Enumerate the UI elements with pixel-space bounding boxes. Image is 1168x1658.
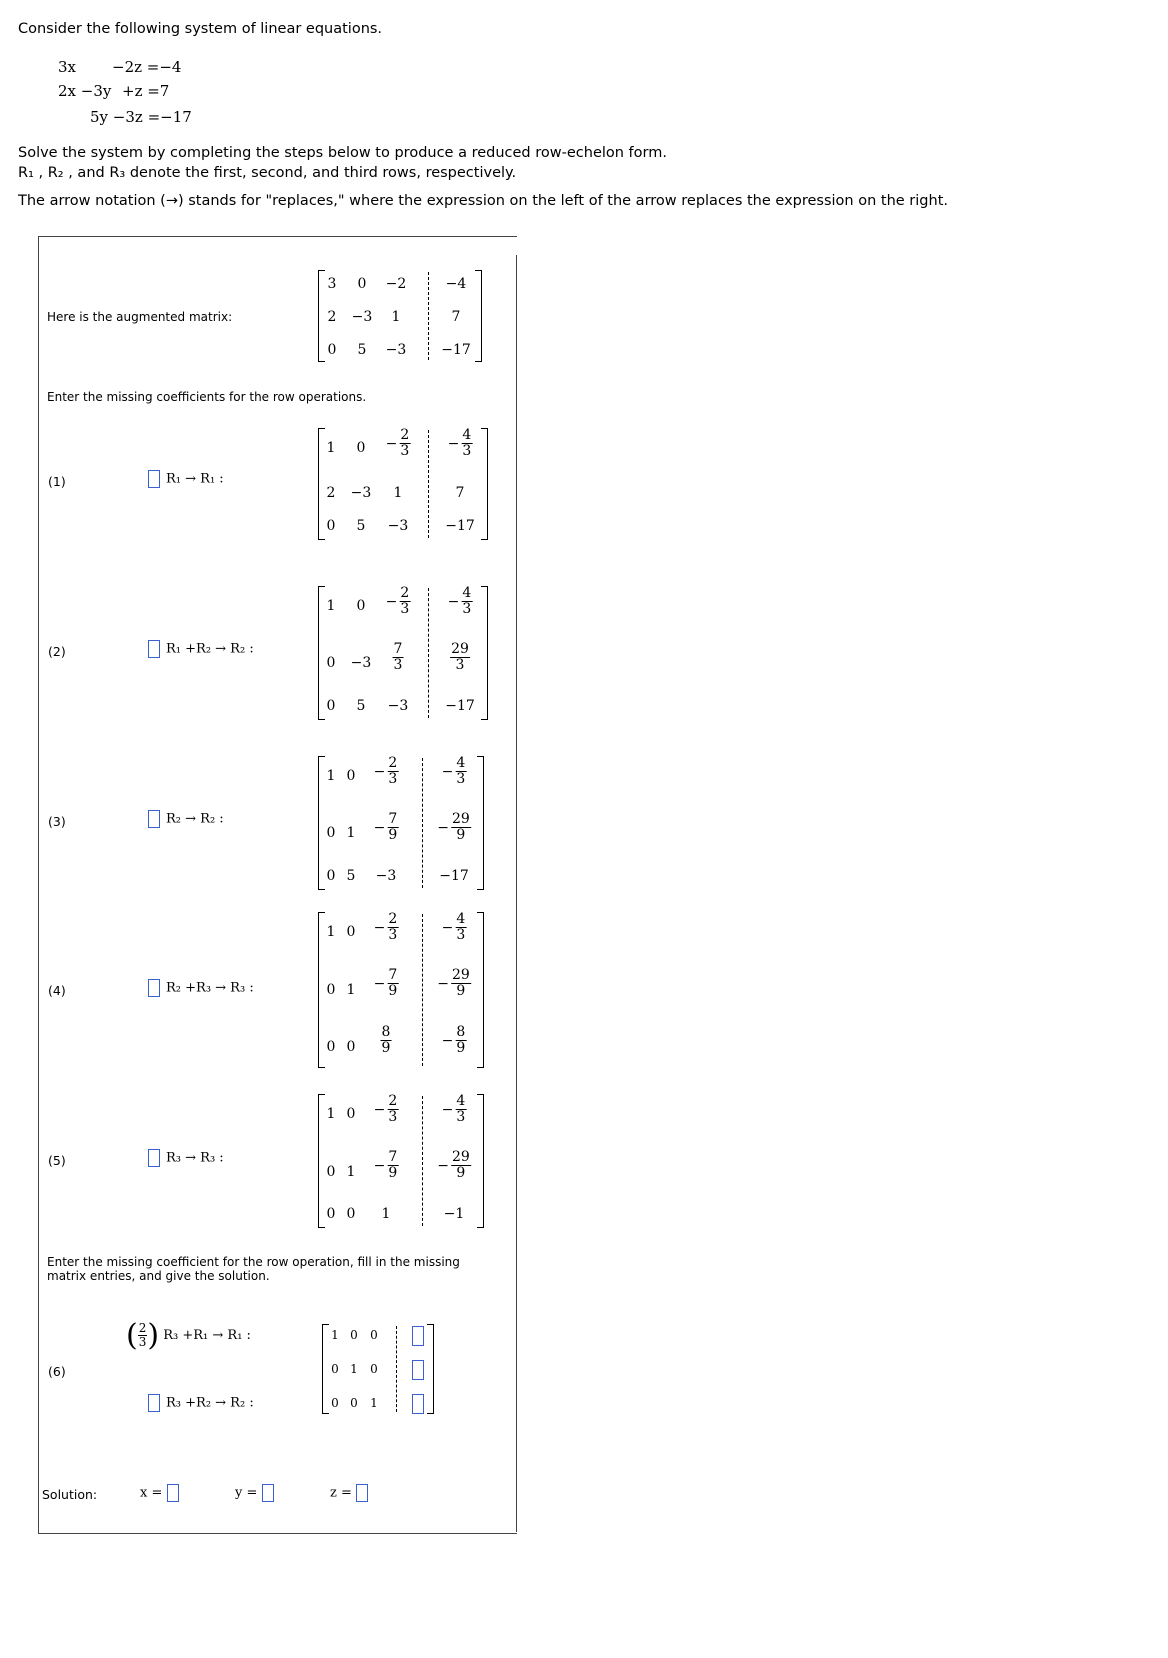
eq1-left: 3x (58, 58, 77, 76)
augmented-matrix: 3 0 −2 −4 2 −3 1 7 0 5 −3 −17 (318, 270, 482, 362)
solution-z: z = (330, 1484, 368, 1502)
step-4-operation: R₂ +R₃ → R₃ : (148, 979, 254, 997)
step-1-operation: R₁ → R₁ : (148, 470, 224, 488)
step-1-matrix: 1 0 − $\frac{2}{3}$ − $\frac{4}{3}$ 2 −3 1 7 0 5 −3 −17 (318, 428, 488, 540)
step-3-number: (3) (48, 814, 66, 829)
intro-line-1: Consider the following system of linear equations. (18, 21, 383, 37)
step-2-operation: R₁ +R₂ → R₂ : (148, 640, 254, 658)
solution-z-input[interactable] (356, 1484, 368, 1502)
step-3-operation: R₂ → R₂ : (148, 810, 224, 828)
step-6-operation-1: ( $\frac{2}{3}$ ) R₃ +R₁ → R₁ : (126, 1318, 251, 1353)
solution-label: Solution: (42, 1487, 98, 1502)
step-4-number: (4) (48, 983, 66, 998)
worksheet-box-right-edge (516, 255, 517, 1532)
row-ops-label: Enter the missing coefficients for the row operations. (47, 390, 367, 404)
solution-x-input[interactable] (167, 1484, 179, 1502)
step-6-instruction: Enter the missing coefficient for the row operation, fill in the missing matrix entries, and give the solution. (47, 1255, 460, 1283)
step-6-matrix-entry-2[interactable] (412, 1360, 424, 1380)
step-1-coefficient-input[interactable] (148, 470, 160, 488)
eq3: 5y −3z =−17 (90, 108, 192, 126)
step-6-number: (6) (48, 1364, 66, 1379)
step-6-matrix-entry-1[interactable] (412, 1326, 424, 1346)
step-4-coefficient-input[interactable] (148, 979, 160, 997)
step-5-matrix: 1 0 − $\frac{2}{3}$ − $\frac{4}{3}$ 0 1 − $\frac{7}{9}$ − $\frac{29}{9}$ 0 0 1 −1 (318, 1094, 484, 1228)
equation-system (0, 58, 300, 128)
step-2-matrix: 1 0 − $\frac{2}{3}$ − $\frac{4}{3}$ 0 −3 $\frac{7}{3}$ $\frac{29}{3}$ 0 5 −3 −17 (318, 586, 488, 720)
step-5-coefficient-input[interactable] (148, 1149, 160, 1167)
intro-line-3: R₁ , R₂ , and R₃ denote the first, second, and third rows, respectively. (18, 165, 517, 181)
step-4-matrix: 1 0 − $\frac{2}{3}$ − $\frac{4}{3}$ 0 1 − $\frac{7}{9}$ − $\frac{29}{9}$ 0 0 $\frac{8}{9}$ − $\frac{8}{9}$ (318, 912, 484, 1068)
step-5-number: (5) (48, 1153, 66, 1168)
step-2-coefficient-input[interactable] (148, 640, 160, 658)
intro-line-4: The arrow notation (→) stands for "replaces," where the expression on the left of the arrow replaces the expression on the right. (18, 193, 948, 209)
step-6-matrix: 1 0 0 0 1 0 0 0 1 (322, 1324, 434, 1414)
solution-x: x = (140, 1484, 179, 1502)
step-1-number: (1) (48, 474, 66, 489)
step-3-matrix: 1 0 − $\frac{2}{3}$ − $\frac{4}{3}$ 0 1 − $\frac{7}{9}$ − $\frac{29}{9}$ 0 5 −3 −17 (318, 756, 484, 890)
step-6-matrix-entry-3[interactable] (412, 1394, 424, 1414)
step-2-number: (2) (48, 644, 66, 659)
eq1-right: −2z =−4 (112, 58, 182, 76)
intro-line-2: Solve the system by completing the steps below to produce a reduced row-echelon form. (18, 145, 667, 161)
augmented-label: Here is the augmented matrix: (47, 310, 233, 324)
step-5-operation: R₃ → R₃ : (148, 1149, 224, 1167)
eq2-left: 2x −3y (58, 82, 112, 100)
solution-y-input[interactable] (262, 1484, 274, 1502)
eq2-right: +z =7 (122, 82, 170, 100)
step-6-operation-2: R₃ +R₂ → R₂ : (148, 1394, 254, 1412)
step-6-coefficient-input[interactable] (148, 1394, 160, 1412)
step-3-coefficient-input[interactable] (148, 810, 160, 828)
solution-y: y = (235, 1484, 274, 1502)
